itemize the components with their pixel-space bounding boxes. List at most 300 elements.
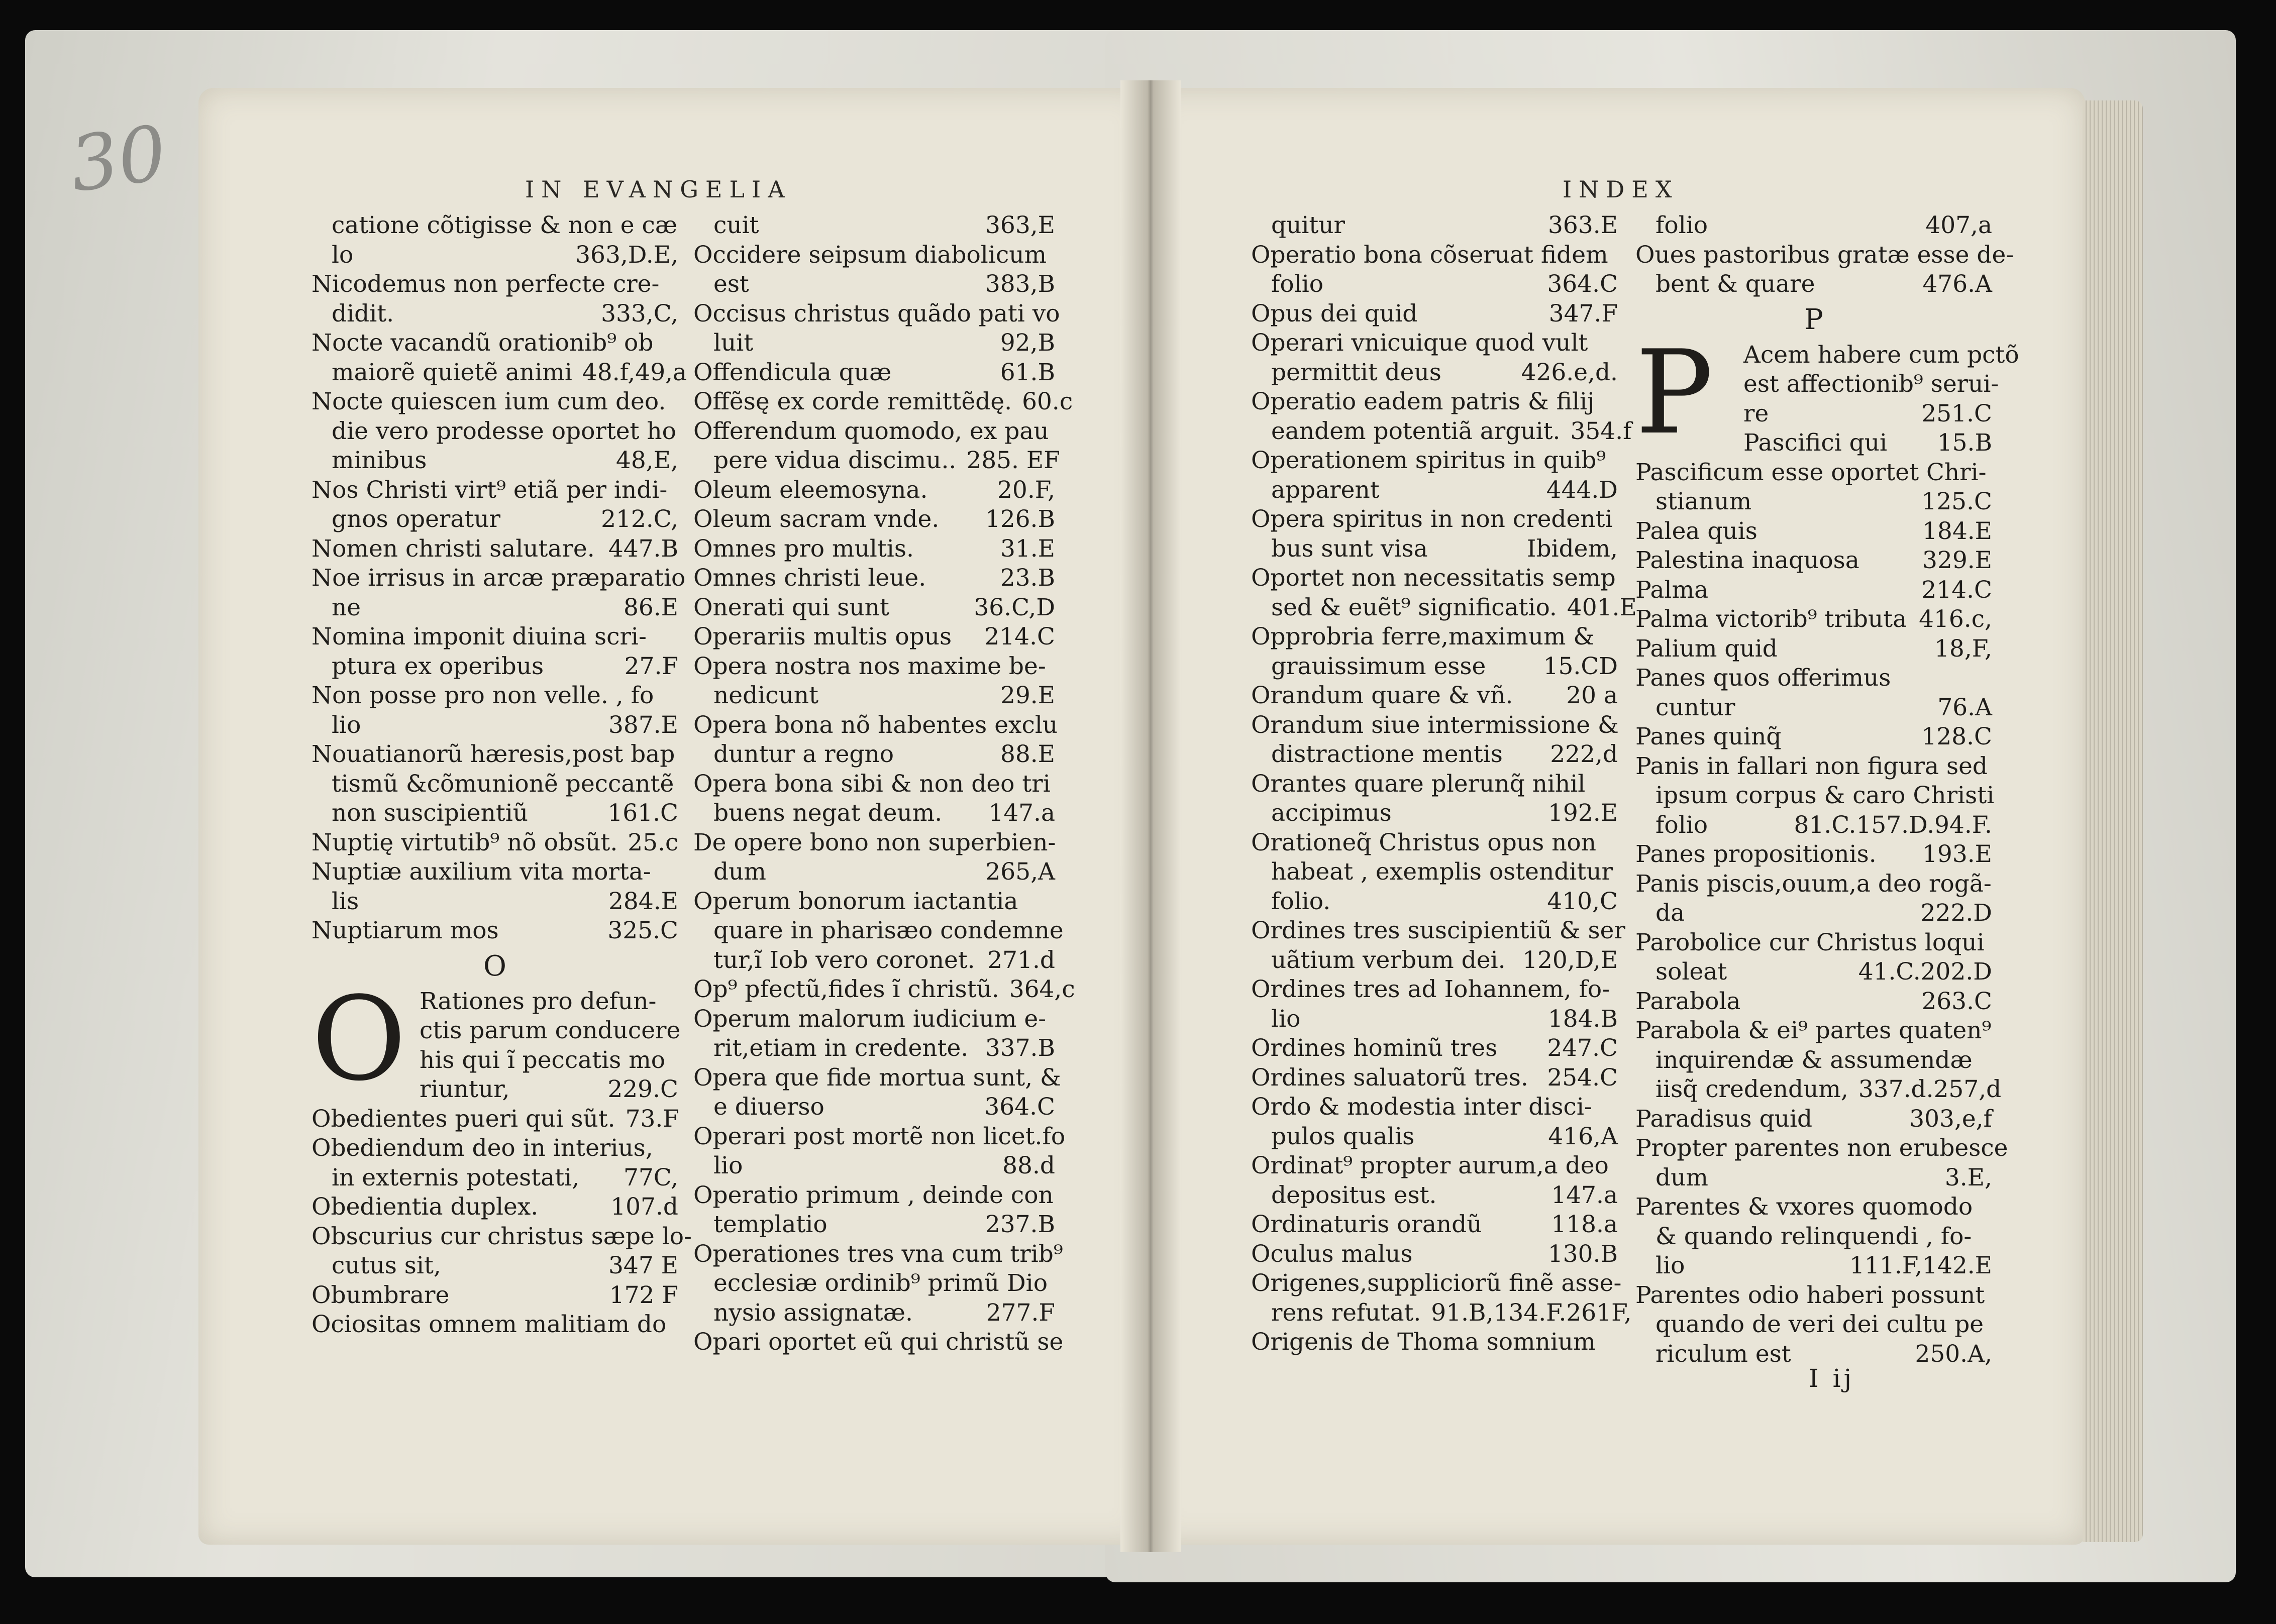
index-entry: [693, 329, 1055, 358]
entry-reference: 250.A,: [1915, 1340, 1992, 1368]
entry-text: Panis in fallari non figura sed: [1635, 752, 1988, 780]
index-entry: [1635, 781, 1995, 811]
index-entry: [312, 505, 678, 534]
left-page-column-2: [693, 211, 1075, 1357]
entry-text: re: [1743, 399, 1769, 427]
entry-text: stianum: [1656, 488, 1752, 515]
entry-reference: 387.E: [608, 711, 678, 739]
index-entry: [1635, 605, 1992, 634]
entry-text: Origenis de Thoma somnium: [1251, 1328, 1596, 1356]
entry-text: lio: [332, 711, 361, 739]
entry-reference: [1988, 752, 1998, 782]
entry-reference: 161.C: [607, 799, 678, 827]
entry-reference: 88.d: [1002, 1152, 1055, 1179]
entry-text: cuntur: [1656, 693, 1735, 721]
entry-text: Non posse pro non velle. , fo: [312, 682, 654, 709]
index-entry: [1743, 370, 1999, 399]
entry-text: Operari post mortẽ non licet.fo: [693, 1122, 1066, 1150]
entry-text: folio: [1271, 270, 1324, 298]
entry-text: Obedientes pueri qui sũt.: [312, 1105, 615, 1133]
entry-reference: 48,E,: [616, 447, 678, 474]
entry-text: Operariis multis opus: [693, 623, 952, 651]
entry-text: bus sunt visa: [1271, 534, 1428, 563]
entry-reference: 303,e,f: [1909, 1105, 1992, 1133]
entry-text: ecclesiæ ordinib⁹ primũ Dio: [713, 1269, 1048, 1297]
entry-text: die vero prodesse oportet ho: [332, 417, 676, 445]
entry-text: Ordines tres suscipientiũ & ser: [1251, 917, 1625, 944]
index-entries-o-cont: [693, 211, 1075, 1357]
entry-reference: 92,B: [1000, 329, 1055, 357]
entry-reference: 31.E: [1000, 534, 1055, 563]
entry-reference: 214.C: [984, 623, 1055, 651]
entry-text: inquirendæ & assumendæ: [1656, 1046, 1973, 1074]
entry-reference: 125.C: [1921, 488, 1992, 515]
entry-reference: 73.F: [625, 1105, 679, 1133]
entry-text: minibus: [332, 447, 427, 474]
index-entry: [420, 1016, 681, 1046]
entry-reference: [668, 329, 678, 358]
entry-text: Oleum eleemosyna.: [693, 476, 928, 504]
entry-text: Panes quinq̃: [1635, 723, 1782, 750]
entry-text: ipsum corpus & caro Christi: [1656, 782, 1995, 809]
index-entry: [1251, 593, 1637, 623]
entry-reference: 23.B: [1000, 564, 1055, 592]
entry-text: Origenes,suppliciorũ finẽ asse-: [1251, 1269, 1622, 1297]
entry-reference: 184.B: [1547, 1005, 1618, 1033]
entry-text: Oportet non necessitatis semp: [1251, 564, 1616, 592]
entry-text: grauissimum esse: [1271, 652, 1486, 680]
entry-text: Operari vnicuique quod vult: [1251, 329, 1588, 357]
entry-text: Palea quis: [1635, 517, 1757, 545]
entry-reference: 27.F: [624, 652, 678, 680]
index-entry: [1635, 1075, 2002, 1105]
index-entry: [693, 1005, 1055, 1034]
entry-reference: [1621, 1269, 1631, 1298]
entry-text: dum: [713, 858, 766, 886]
index-entry: [1251, 711, 1618, 740]
index-entry: [1635, 241, 2014, 270]
index-entry: [312, 681, 678, 711]
entry-text: quare in pharisæo condemne: [713, 917, 1064, 944]
entry-text: Pascifici qui: [1743, 429, 1888, 457]
index-entry: [420, 987, 678, 1017]
entry-reference: [2014, 241, 2024, 270]
index-entry: [693, 975, 1075, 1005]
dropcap-p: P: [1635, 326, 1713, 460]
entry-reference: [668, 387, 678, 417]
entry-reference: [1051, 770, 1061, 799]
index-entry: [693, 564, 1055, 593]
entry-reference: [1984, 1310, 1994, 1340]
index-entry: [312, 211, 678, 241]
index-entry: [693, 828, 1055, 858]
entry-reference: 192.E: [1548, 799, 1618, 827]
index-entry: [693, 681, 1055, 711]
entry-reference: 277.F: [986, 1298, 1055, 1327]
index-entries-o-right: [1251, 211, 1637, 1357]
entry-reference: [1608, 1093, 1618, 1122]
index-entry: [312, 770, 678, 799]
entry-reference: [1619, 711, 1629, 740]
index-entry: [1635, 1251, 1992, 1281]
entry-reference: 229.C: [607, 1075, 678, 1103]
entry-text: Omnes pro multis.: [693, 534, 914, 563]
signature-mark: I ij: [1809, 1364, 1855, 1393]
index-entry: [312, 828, 678, 858]
index-entries-o-end: [1635, 211, 2014, 299]
index-entry: [420, 1075, 678, 1105]
entry-text: tismũ &cõmunionẽ peccantẽ: [332, 770, 674, 798]
index-entry: [1251, 1122, 1618, 1152]
entry-reference: [1608, 828, 1618, 858]
entry-text: apparent: [1271, 476, 1380, 504]
index-entry: [1251, 1151, 1618, 1181]
entry-reference: [2008, 1134, 2018, 1163]
index-entry: [1251, 799, 1618, 828]
entry-reference: [1046, 652, 1056, 682]
index-entry: [693, 770, 1055, 799]
entry-text: Opera bona nõ habentes exclu: [693, 711, 1058, 739]
index-entry: [1251, 916, 1625, 946]
entry-text: Acem habere cum pctõ: [1743, 341, 2019, 369]
entry-text: accipimus: [1271, 799, 1392, 827]
index-entry: [1251, 1005, 1618, 1034]
index-entries-p: [1635, 458, 2008, 1369]
index-entry: [1635, 546, 1992, 576]
entry-reference: 20 a: [1566, 682, 1618, 709]
index-entry: [1251, 622, 1618, 652]
index-entry: [1635, 211, 1992, 241]
index-entry: [1251, 270, 1618, 299]
entry-reference: [1999, 370, 2009, 399]
entry-reference: [1608, 1328, 1618, 1357]
index-entry: [693, 622, 1055, 652]
entry-reference: 61.B: [1000, 358, 1055, 386]
entry-reference: 364.C: [984, 1093, 1055, 1121]
entry-reference: 364,c: [1009, 976, 1075, 1003]
entry-text: permittit deus: [1271, 358, 1441, 386]
index-entry: [1251, 1298, 1632, 1328]
index-entry: [312, 1310, 678, 1340]
entry-text: lo: [332, 241, 354, 269]
entry-text: Oues pastoribus gratæ esse de-: [1635, 241, 2014, 269]
entry-text: Orandum siue intermissione &: [1251, 711, 1619, 739]
index-entry: [693, 799, 1055, 828]
index-entry: [312, 387, 678, 417]
index-entry: [693, 711, 1058, 740]
index-entry: [1251, 828, 1618, 858]
entry-text: Parentes odio haberi possunt: [1635, 1281, 1985, 1309]
section-letter-p: P: [1804, 303, 1823, 336]
index-entry: [1251, 417, 1632, 447]
entry-reference: [1049, 417, 1059, 447]
entry-reference: 329.E: [1922, 547, 1992, 574]
entry-reference: 15.CD: [1543, 652, 1618, 680]
index-entry: [693, 1210, 1055, 1240]
index-entry: [312, 1163, 678, 1193]
index-entry: [312, 711, 678, 740]
entry-reference: 48.f,49,a: [582, 358, 687, 386]
index-entry: [693, 270, 1055, 299]
index-entry: [693, 446, 1060, 476]
section-letter-o: O: [483, 949, 506, 983]
entry-text: Panis piscis,ouum,a deo rogã-: [1635, 870, 1992, 898]
index-entry: [1635, 722, 1992, 752]
entry-text: Nouatianorũ hæresis,post bap: [312, 740, 675, 768]
dropcap-block-o: [312, 972, 681, 1107]
entry-reference: 147.a: [1551, 1181, 1618, 1209]
entry-reference: [1613, 505, 1623, 534]
entry-text: ne: [332, 593, 361, 621]
index-entry: [1635, 811, 1992, 840]
entry-reference: 426.e,d.: [1521, 358, 1618, 386]
entry-text: his qui ĩ peccatis mo: [420, 1046, 666, 1074]
running-head-right: INDEX: [1563, 176, 1679, 203]
entry-reference: 107.d: [610, 1193, 678, 1221]
entry-text: lio: [1656, 1252, 1685, 1279]
entry-text: pere vidua discimu..: [713, 447, 957, 474]
entry-reference: 271.d: [987, 946, 1055, 974]
entry-reference: 3.E,: [1944, 1163, 1992, 1192]
entry-reference: 363,E: [985, 211, 1055, 239]
entry-text: Nicodemus non perfecte cre-: [312, 270, 660, 298]
index-entry: [312, 652, 678, 682]
entry-text: Operationem spiritus in quib⁹: [1251, 447, 1606, 474]
index-entry: [312, 916, 678, 946]
index-entry: [1251, 946, 1618, 976]
entry-text: Offerendum quomodo, ex pau: [693, 417, 1049, 445]
entry-text: Op⁹ pfectũ,fides ĩ christũ.: [693, 976, 999, 1003]
index-entry: [1635, 870, 1992, 899]
entry-text: non suscipientiũ: [332, 799, 529, 827]
entry-text: depositus est.: [1271, 1181, 1437, 1209]
entry-text: buens negat deum.: [713, 799, 943, 827]
entry-text: maiorẽ quietẽ animi: [332, 358, 572, 386]
entry-reference: [1613, 857, 1623, 887]
index-entry: [312, 857, 678, 887]
entry-text: Panes propositionis.: [1635, 840, 1877, 868]
entry-reference: 364.C: [1547, 270, 1618, 298]
index-entry: [693, 358, 1055, 388]
entry-text: est: [713, 270, 749, 298]
entry-reference: [674, 770, 684, 799]
entry-text: Occisus christus quãdo pati vo: [693, 299, 1060, 328]
index-entry: [693, 1093, 1055, 1122]
entry-reference: [1982, 1193, 1992, 1222]
entry-reference: 91.B,134.F.261F,: [1431, 1298, 1632, 1327]
right-page-column-1: [1251, 211, 1637, 1357]
index-entry: [1251, 770, 1618, 799]
index-entry: [1635, 1310, 1992, 1340]
entry-text: in externis potestati,: [332, 1163, 580, 1192]
entry-text: Nomen christi salutare.: [312, 534, 595, 563]
entry-reference: 214.C: [1921, 576, 1992, 604]
entry-reference: [2019, 341, 2029, 370]
page-edges: [2083, 100, 2143, 1542]
entry-reference: [668, 1046, 678, 1075]
index-entry: [693, 476, 1055, 505]
entry-reference: 18,F,: [1934, 634, 1992, 663]
entry-reference: [1982, 1046, 1992, 1075]
entry-text: pulos qualis: [1271, 1122, 1415, 1150]
index-entry: [1251, 299, 1618, 329]
index-entry: [1251, 652, 1618, 682]
entry-reference: [1616, 564, 1626, 593]
index-entry: [312, 1222, 692, 1252]
entry-reference: 130.B: [1547, 1240, 1618, 1268]
index-entry: [1635, 752, 1992, 782]
entry-text: Palestina inaquosa: [1635, 547, 1859, 574]
index-entry: [1635, 1163, 1992, 1193]
entry-text: Occidere seipsum diabolicum: [693, 241, 1047, 269]
entry-text: Paradisus quid: [1635, 1105, 1813, 1133]
entry-reference: [1054, 1181, 1064, 1211]
index-entry: [1635, 1193, 1992, 1222]
index-entry: [693, 1151, 1055, 1181]
index-entry: [693, 740, 1055, 770]
entry-reference: 247.C: [1547, 1034, 1618, 1062]
entry-reference: [1608, 387, 1618, 417]
index-entry: [1251, 534, 1618, 564]
running-head-left: IN EVANGELIA: [525, 176, 792, 203]
entry-reference: [675, 740, 685, 770]
index-entry: [312, 534, 678, 564]
index-entry: [1251, 1181, 1618, 1211]
entry-reference: [1047, 241, 1057, 270]
entry-text: Onerati qui sunt: [693, 593, 889, 621]
entry-text: Opari oportet eũ qui christũ se: [693, 1328, 1064, 1356]
index-entry: [1635, 899, 1992, 928]
entry-text: folio: [1656, 811, 1708, 839]
index-entry: [1251, 1063, 1618, 1093]
entry-text: dum: [1656, 1163, 1708, 1192]
entry-reference: [1987, 458, 1997, 488]
entry-reference: 222,d: [1550, 740, 1618, 768]
entry-text: Operatio primum , deinde con: [693, 1181, 1054, 1209]
entry-text: Ociositas omnem malitiam do: [312, 1311, 667, 1338]
entry-text: eandem potentiã arguit.: [1271, 417, 1561, 445]
entry-text: Nuptiarum mos: [312, 917, 499, 944]
index-entry: [1635, 487, 1992, 517]
index-entry: [312, 241, 678, 270]
entry-reference: [1609, 1151, 1619, 1181]
entry-reference: 333,C,: [601, 299, 678, 328]
index-entry: [312, 476, 678, 505]
entry-reference: [1608, 329, 1618, 358]
entry-reference: [1065, 1122, 1075, 1152]
entry-reference: 25.c: [628, 828, 679, 856]
index-entries-o: [312, 1105, 692, 1340]
entry-reference: [668, 857, 678, 887]
entry-text: riuntur,: [420, 1075, 510, 1103]
entry-text: lis: [332, 887, 359, 915]
entry-text: quando de veri dei cultu pe: [1656, 1311, 1984, 1338]
entry-text: Operationes tres vna cum trib⁹: [693, 1240, 1063, 1268]
index-entry: [1251, 681, 1618, 711]
entry-text: Rationes pro defun-: [420, 987, 657, 1015]
entry-reference: 337.d.257,d: [1858, 1075, 2002, 1103]
index-entry: [693, 593, 1055, 623]
entry-reference: 263.C: [1921, 987, 1992, 1015]
index-entry: [693, 211, 1055, 241]
entry-text: Nocte quiescen ium cum deo.: [312, 388, 666, 415]
index-entry: [1251, 1269, 1622, 1298]
entry-text: lio: [713, 1152, 743, 1179]
entry-reference: [1608, 622, 1618, 652]
index-entry: [693, 1328, 1064, 1357]
index-entry: [312, 1134, 678, 1163]
entry-reference: [668, 1310, 678, 1340]
entry-reference: 147.a: [988, 799, 1055, 827]
entry-reference: 407,a: [1925, 211, 1992, 239]
index-entry: [1635, 270, 1992, 299]
index-entry: [693, 887, 1055, 917]
index-entry: [1251, 1093, 1618, 1122]
entry-reference: 184.E: [1922, 517, 1992, 545]
entry-text: Opera que fide mortua sunt, &: [693, 1063, 1061, 1092]
entry-text: Omnes christi leue.: [693, 564, 926, 592]
index-entry: [312, 299, 678, 329]
entry-text: lio: [1271, 1005, 1301, 1033]
index-entry: [693, 534, 1055, 564]
entry-text: riculum est: [1656, 1340, 1791, 1368]
entry-text: Noe irrisus in arcæ præparatio: [312, 564, 686, 592]
index-entry: [693, 417, 1055, 447]
entry-text: gnos operatur: [332, 505, 501, 533]
entry-reference: [1992, 870, 2002, 899]
index-entry: [1251, 446, 1618, 476]
entry-text: ctis parum conducere: [420, 1017, 681, 1044]
entry-text: Ordines hominũ tres: [1251, 1034, 1498, 1062]
entry-text: est affectionib⁹ serui-: [1743, 370, 1999, 398]
index-entry: [1251, 1240, 1618, 1269]
entry-reference: [677, 211, 687, 241]
entry-reference: [1046, 1005, 1056, 1034]
entry-text: Parentes & vxores quomodo: [1635, 1193, 1973, 1221]
entry-text: luit: [713, 329, 754, 357]
right-page-column-2: [1635, 211, 2019, 1369]
entry-reference: [668, 476, 678, 505]
entry-text: Parobolice cur Christus loqui: [1635, 928, 1985, 956]
entry-text: Opprobria ferre,maximum &: [1251, 623, 1595, 651]
entry-text: Parabola: [1635, 987, 1741, 1015]
index-entry: [1635, 1016, 1992, 1046]
index-entry: [1635, 1134, 2008, 1163]
entry-text: Opera spiritus in non credenti: [1251, 505, 1613, 533]
entry-reference: 120,D,E: [1522, 946, 1618, 974]
index-entry: [1635, 1105, 1992, 1134]
entry-reference: [668, 987, 678, 1017]
entry-reference: 77C,: [623, 1163, 678, 1192]
entry-reference: 193.E: [1922, 840, 1992, 868]
index-entry: [312, 446, 678, 476]
pencil-annotation: 30: [64, 109, 172, 209]
entry-text: Nocte vacandũ orationib⁹ ob: [312, 329, 654, 357]
index-entry: [693, 299, 1060, 329]
index-entry: [420, 1046, 678, 1075]
index-entry: [693, 505, 1055, 534]
entry-text: Orationeq̃ Christus opus non: [1251, 828, 1596, 856]
index-entry: [1635, 1281, 1992, 1311]
entry-text: iisq̃ credendum,: [1656, 1075, 1848, 1103]
dropcap-o: O: [312, 972, 406, 1107]
entry-reference: [668, 1134, 678, 1163]
index-entry: [1251, 329, 1618, 358]
entry-text: Ordinat⁹ propter aurum,a deo: [1251, 1152, 1609, 1179]
entry-text: folio: [1656, 211, 1708, 239]
entry-text: De opere bono non superbien-: [693, 828, 1056, 856]
index-entry: [312, 1281, 678, 1311]
